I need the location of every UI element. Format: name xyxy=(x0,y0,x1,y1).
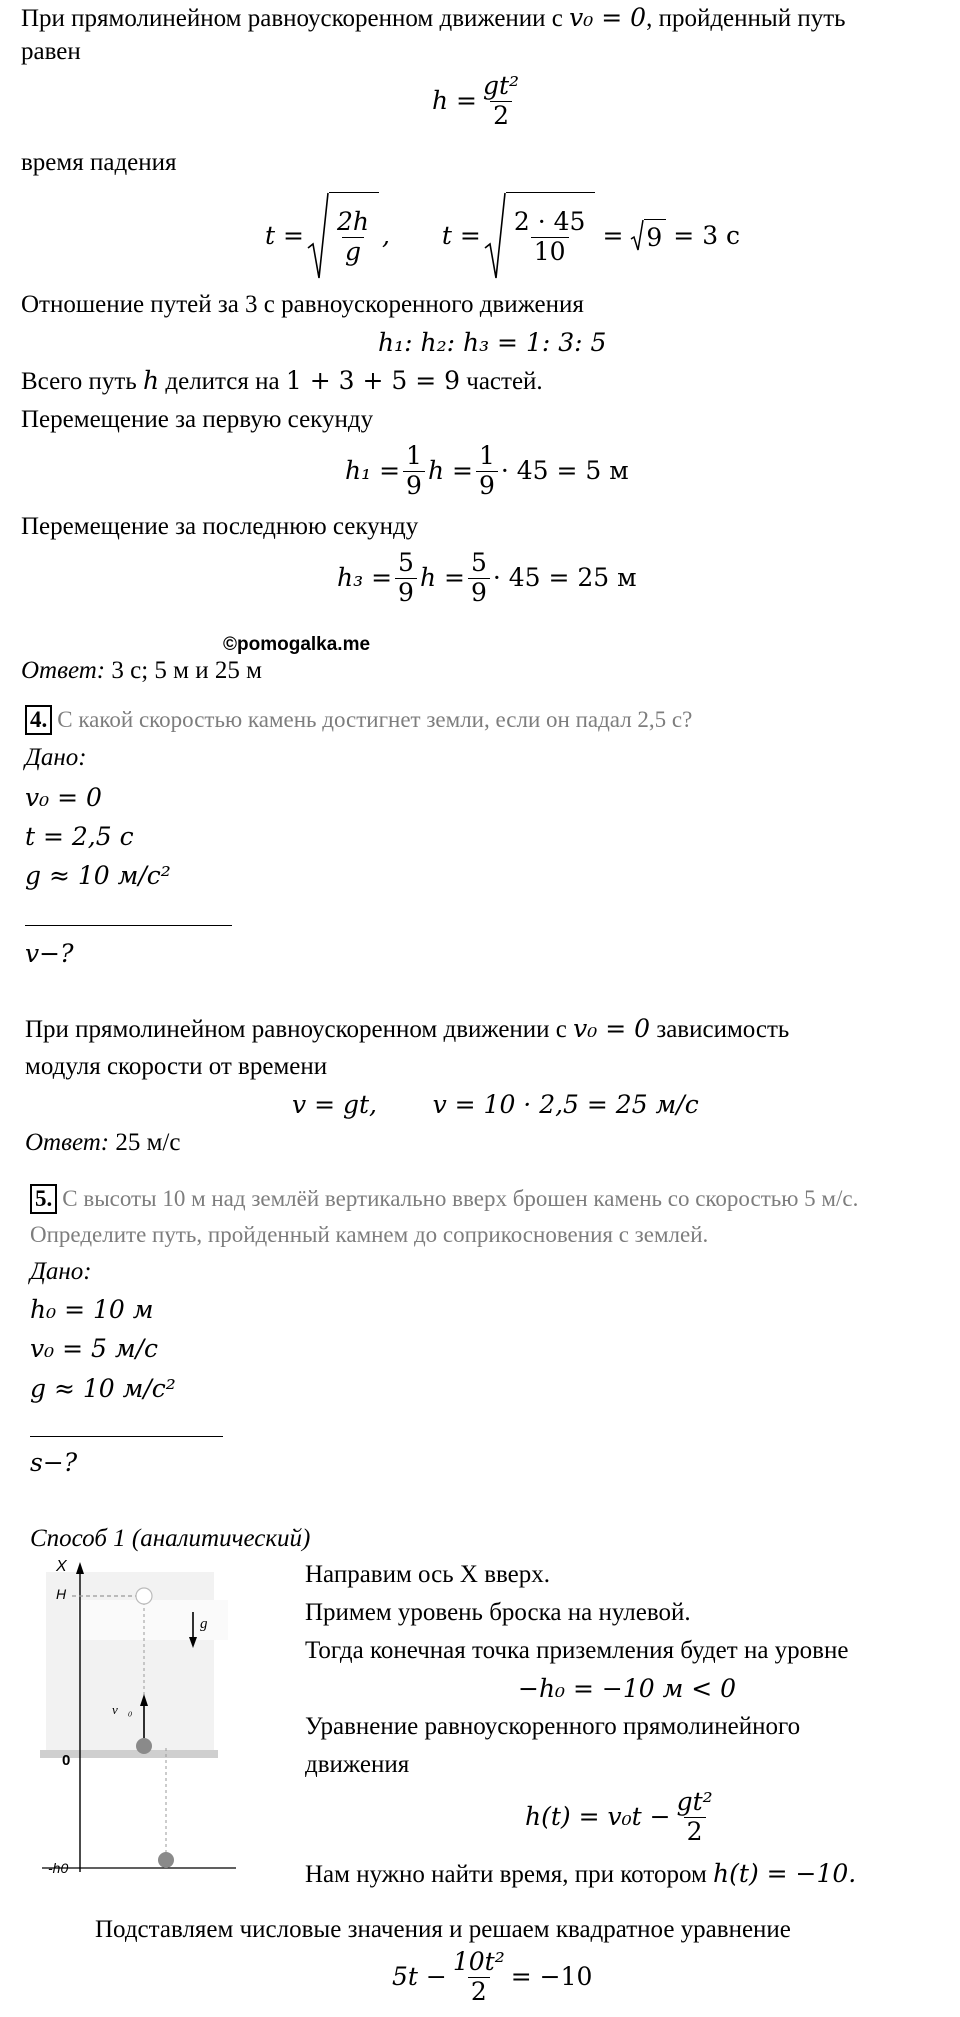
formula-h xyxy=(432,72,525,131)
solution-text-a: При прямолинейном равноускоренном движении с xyxy=(25,1016,567,1043)
motion-figure xyxy=(40,1560,250,1890)
fraction-denominator: g xyxy=(342,237,364,267)
given-t: t = 2,5 с xyxy=(25,822,134,851)
radicand-9: 9 xyxy=(644,219,666,254)
find-time-condition: h(t) = −10. xyxy=(713,1859,857,1888)
fraction-gt2-2 xyxy=(674,1788,716,1847)
p5-eq-label-1: Уравнение равноускоренного прямолинейного xyxy=(305,1713,801,1740)
final-rhs: = −10 xyxy=(510,1962,593,1992)
fraction-denominator: 9 xyxy=(403,471,425,501)
solution-text-b: зависимость xyxy=(656,1016,790,1043)
answer-text: 25 м/с xyxy=(115,1129,181,1156)
watermark: ©pomogalka.me xyxy=(223,634,371,655)
formula-t xyxy=(265,192,740,280)
p4-solution-line1 xyxy=(25,1013,789,1046)
v0-condition: v₀ = 0 xyxy=(573,1014,651,1043)
ratio-formula: h₁: h₂: h₃ = 1: 3: 5 xyxy=(378,328,607,357)
p4-formula: v = gt, v = 10 · 2,5 = 25 м/с xyxy=(292,1090,699,1119)
motion-diagram xyxy=(40,1560,250,1890)
total-line xyxy=(21,365,543,398)
fraction-denominator: 9 xyxy=(468,578,490,608)
sqrt-2h-g xyxy=(307,192,379,280)
fraction-denominator: 9 xyxy=(395,578,417,608)
given-h0: h₀ = 10 м xyxy=(30,1295,154,1324)
answer-3 xyxy=(21,655,262,687)
p5-level-formula: −h₀ = −10 м < 0 xyxy=(518,1674,737,1703)
problem-number: 5. xyxy=(30,1184,57,1214)
intro-line xyxy=(21,2,846,35)
formula-t-lhs2: t = xyxy=(441,221,481,250)
first-second-formula xyxy=(345,442,629,501)
fraction-numerator: 2 · 45 xyxy=(513,207,586,237)
ratio-label: Отношение путей за 3 с равноускоренного движения xyxy=(21,291,584,318)
fraction-2h-g xyxy=(334,208,372,267)
fraction-numerator: gt² xyxy=(676,1787,713,1816)
last-second-label: Перемещение за последнюю секунду xyxy=(21,513,419,540)
fraction-1-9 xyxy=(403,442,425,501)
fraction-denominator: 2 xyxy=(684,1817,706,1847)
fraction-10t2-2 xyxy=(450,1948,508,2007)
last-second-formula xyxy=(337,549,637,608)
p5-text-line1: Направим ось X вверх. xyxy=(305,1561,551,1588)
total-text-a: Всего путь xyxy=(21,368,137,395)
formula-tail: · 45 = 25 м xyxy=(492,563,637,593)
fraction-5-9 xyxy=(468,549,490,608)
v0-condition: v₀ = 0 xyxy=(569,3,647,32)
first-second-label: Перемещение за первую секунду xyxy=(21,406,374,433)
p5-find-time xyxy=(305,1858,856,1891)
fraction-denominator: 10 xyxy=(531,237,569,267)
fraction-numerator: 5 xyxy=(470,548,487,577)
find-s: s−? xyxy=(30,1448,78,1477)
level-label-zero: 0 xyxy=(62,1752,71,1769)
find-time-text: Нам нужно найти время, при котором xyxy=(305,1861,707,1888)
problem-question: С какой скоростью камень достигнет земли, если он падал 2,5 с? xyxy=(57,707,693,732)
fall-time-label: время падения xyxy=(21,149,177,176)
p5-motion-equation xyxy=(525,1788,719,1847)
problem-5-header xyxy=(30,1184,858,1214)
fraction-numerator: gt² xyxy=(483,71,520,100)
given-divider xyxy=(30,1436,223,1437)
fraction-denominator: 2 xyxy=(490,101,512,131)
total-text-b: делится на xyxy=(165,368,280,395)
fraction-5-9 xyxy=(395,549,417,608)
intro-tail: , пройденный путь xyxy=(646,5,846,32)
formula-mid: h = xyxy=(419,563,465,593)
final-lhs: 5t − xyxy=(392,1962,447,1992)
answer-text: 3 с; 5 м и 25 м xyxy=(111,657,262,684)
fraction-denominator: 2 xyxy=(468,1977,490,2007)
given-label: Дано: xyxy=(30,1258,92,1285)
given-v0: v₀ = 0 xyxy=(25,783,102,812)
method-title: Способ 1 (аналитический) xyxy=(30,1525,311,1552)
intro-line-2: равен xyxy=(21,38,81,65)
total-h: h xyxy=(143,366,160,395)
p5-eq-label-2: движения xyxy=(305,1751,410,1778)
answer-label: Ответ: xyxy=(25,1129,110,1156)
formula-h-fraction xyxy=(480,72,522,131)
formula-lhs: h₃ = xyxy=(337,563,393,593)
find-v: v−? xyxy=(25,939,74,968)
fraction-numerator: 1 xyxy=(478,441,495,470)
separator: , xyxy=(381,221,390,250)
intro-text: При прямолинейном равноускоренном движении с xyxy=(21,5,563,32)
level-label-h: H xyxy=(56,1586,67,1602)
answer-label: Ответ: xyxy=(21,657,106,684)
level-label-minus-h0: -h0 xyxy=(48,1860,69,1876)
sqrt-9 xyxy=(630,219,666,254)
v0-vector-label: v⃗₀ xyxy=(112,1702,133,1717)
problem-number: 4. xyxy=(25,705,52,735)
sqrt-2-45-10 xyxy=(484,192,596,280)
given-v0: v₀ = 5 м/с xyxy=(30,1334,158,1363)
axis-label-x: X xyxy=(56,1558,67,1575)
g-vector-label: g⃗ xyxy=(200,1616,220,1632)
given-divider xyxy=(25,925,232,926)
fraction-2-45-10 xyxy=(511,208,589,267)
problem-4-header xyxy=(25,705,692,735)
fraction-numerator: 5 xyxy=(398,548,414,577)
equals: = xyxy=(602,221,624,250)
given-g: g ≈ 10 м/с² xyxy=(30,1374,176,1403)
fraction-numerator: 10t² xyxy=(452,1947,505,1976)
p5-final-equation xyxy=(392,1948,592,2007)
fraction-numerator: 1 xyxy=(406,441,422,470)
answer-4 xyxy=(25,1127,180,1159)
total-sum: 1 + 3 + 5 = 9 xyxy=(285,366,461,395)
given-g: g ≈ 10 м/с² xyxy=(25,861,171,890)
problem-question-line1: С высоты 10 м над землёй вертикально вверх брошен камень со скоростью 5 м/с. xyxy=(62,1186,859,1211)
formula-tail: · 45 = 5 м xyxy=(500,456,629,486)
formula-lhs: h₁ = xyxy=(345,456,401,486)
formula-t-lhs1: t = xyxy=(265,221,304,250)
fraction-numerator: 2h xyxy=(336,207,369,237)
p5-substitute-line: Подставляем числовые значения и решаем квадратное уравнение xyxy=(95,1916,791,1943)
problem-question-line2: Определите путь, пройденный камнем до соприкосновения с землей. xyxy=(30,1222,709,1247)
p5-text-line2: Примем уровень броска на нулевой. xyxy=(305,1599,691,1626)
formula-t-result: = 3 с xyxy=(673,221,741,250)
given-label: Дано: xyxy=(25,744,87,771)
formula-h-lhs: h = xyxy=(432,86,477,116)
total-text-c: частей. xyxy=(466,368,543,395)
formula-mid: h = xyxy=(427,456,473,486)
equation-lhs: h(t) = v₀t − xyxy=(525,1802,671,1832)
fraction-denominator: 9 xyxy=(476,471,498,501)
fraction-1-9 xyxy=(476,442,498,501)
p4-solution-line2: модуля скорости от времени xyxy=(25,1053,328,1080)
p5-text-line3: Тогда конечная точка приземления будет на уровне xyxy=(305,1637,849,1664)
